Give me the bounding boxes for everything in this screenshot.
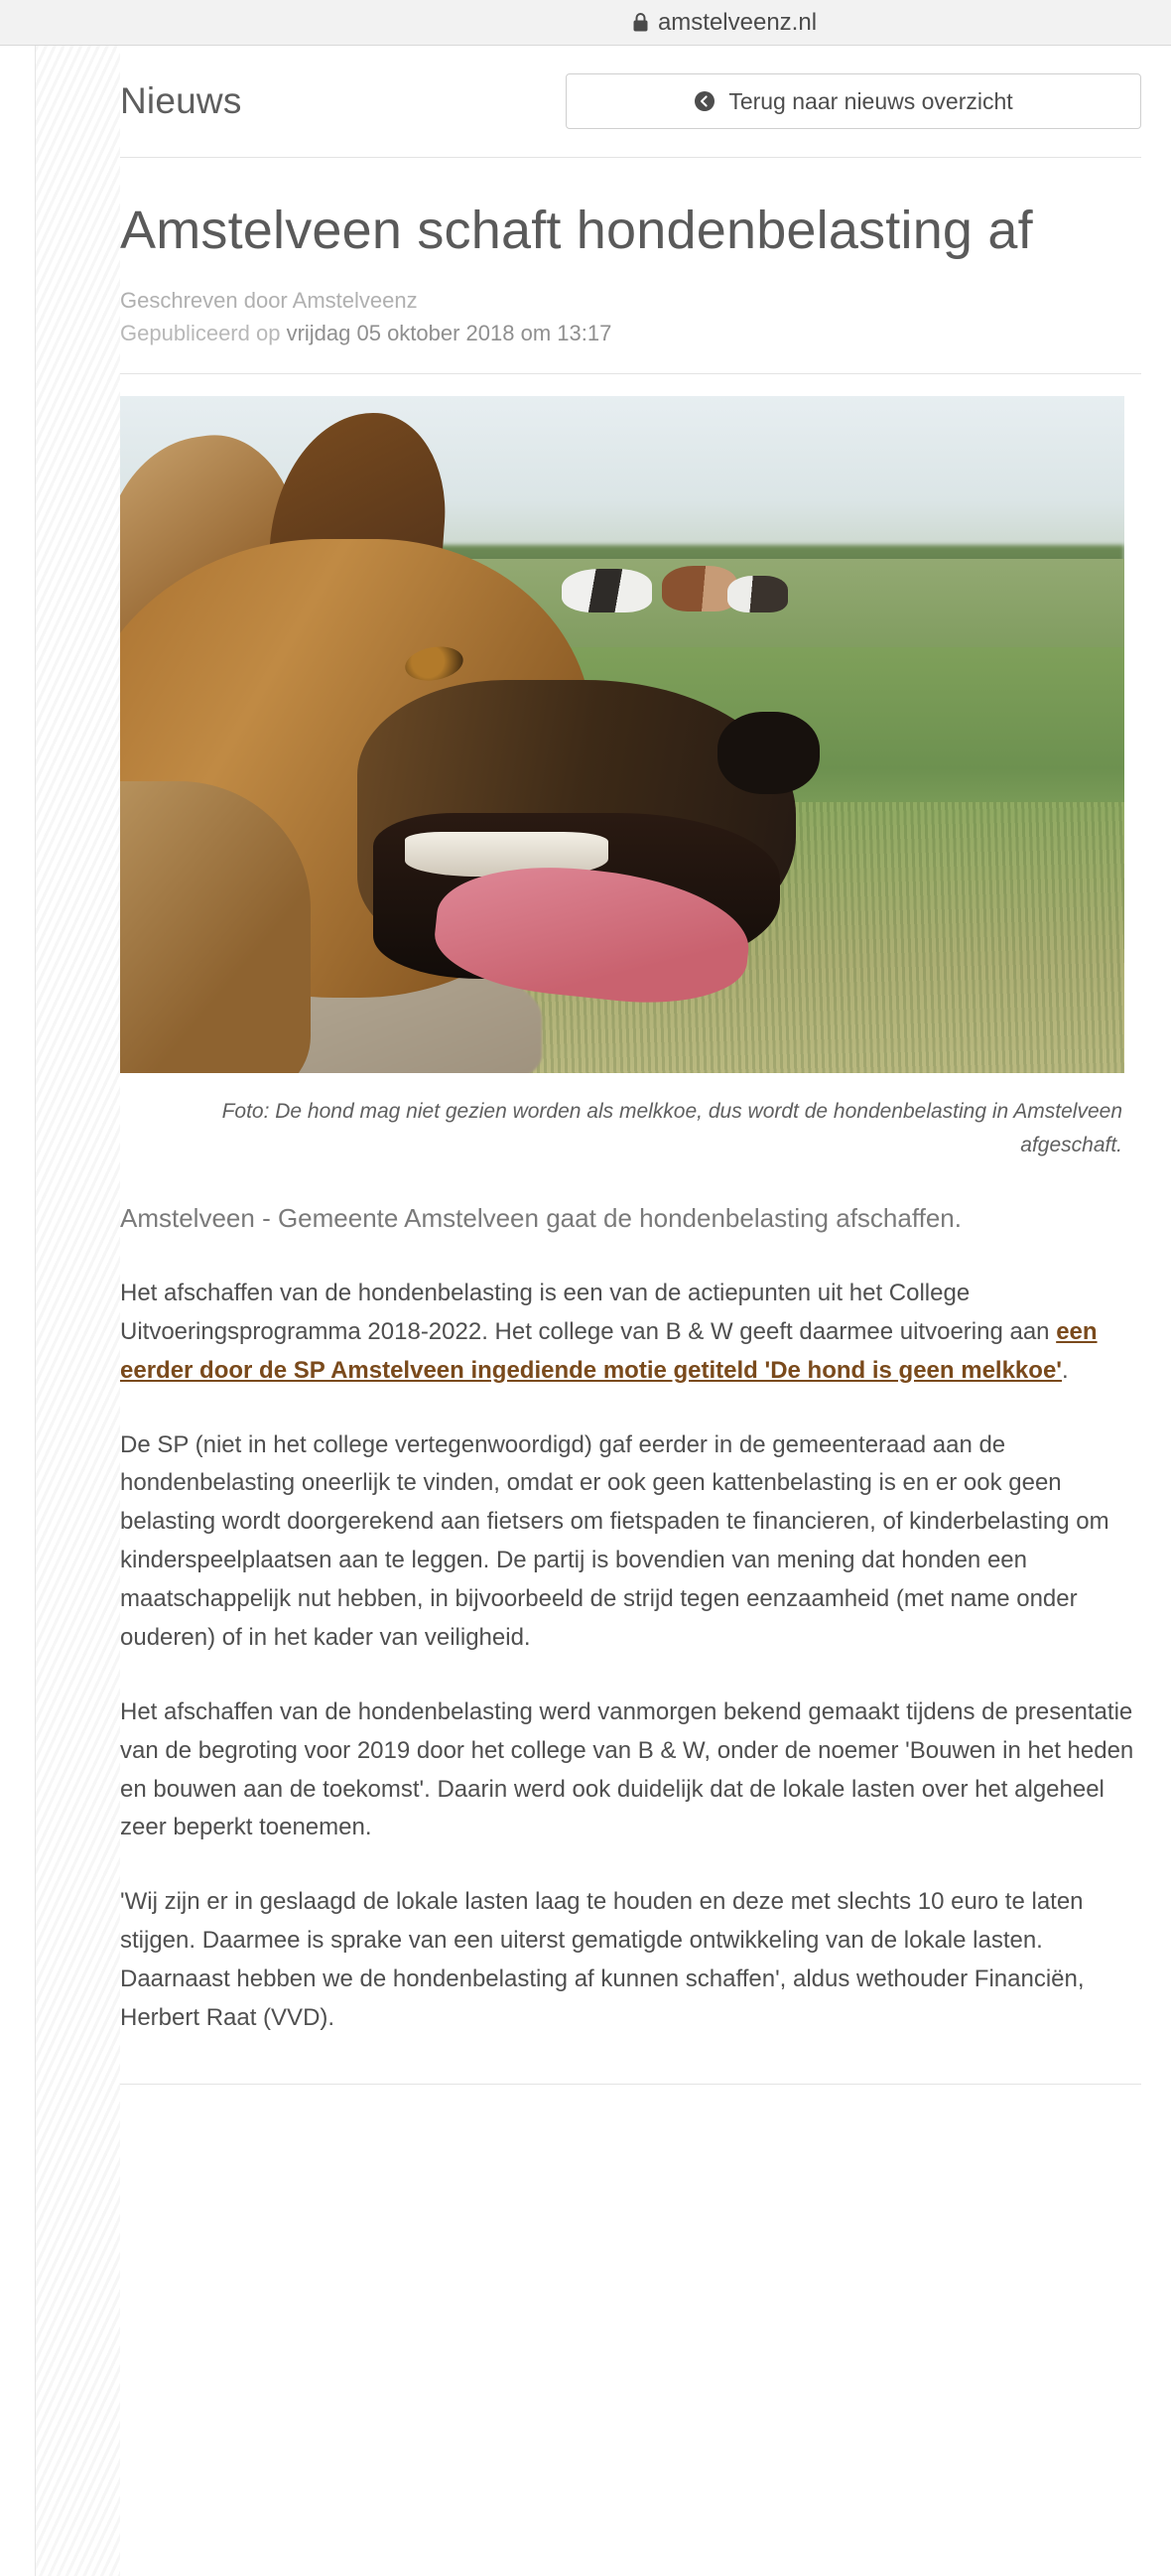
article-paragraph-4: 'Wij zijn er in geslaagd de lokale lasten laag te houden en deze met slechts 10 euro te laten stijgen. Daarmee is sprake van een uiterst gematigde ontwikkeling van de lokale lasten. Daarnaast hebben we de hondenbelasting af kunnen schaffen', aldus wethouder Financiën, Herbert Raat (VVD). — [120, 1888, 1085, 2031]
published-label: Gepubliceerd op — [120, 321, 287, 346]
back-to-news-overview-button[interactable] — [566, 73, 1141, 129]
page-title: Nieuws — [120, 80, 242, 121]
page-left-pattern — [36, 46, 120, 2576]
page-left-border — [0, 46, 36, 2576]
article-divider — [120, 373, 1141, 374]
article-figure — [120, 396, 1124, 1161]
article-published — [120, 317, 1141, 349]
page-header — [120, 46, 1141, 129]
back-button-label: Terug naar nieuws overzicht — [728, 87, 1013, 114]
arrow-left-circle-icon — [694, 90, 716, 112]
photo-dog-nose — [717, 712, 820, 794]
sp-motie-link[interactable]: een eerder door de SP Amstelveen ingediende motie getiteld 'De hond is geen melkkoe' — [120, 1317, 1098, 1384]
photo-caption: Foto: De hond mag niet gezien worden als melkkoe, dus wordt de hondenbelasting in Amstelveen afgeschaft. — [221, 1100, 1122, 1156]
article-paragraph-2: De SP (niet in het college vertegenwoordigd) gaf eerder in de gemeenteraad aan de hondenbelasting oneerlijk te vinden, omdat er ook geen kattenbelasting is en er ook geen belasting wordt doorgerekend aan fietsers om fietspaden te financieren, of kinderbelasting om kinderspeelplaatsen aan te leggen. De partij is bovendien van mening dat honden een maatschappelijk nut hebben, in bijvoorbeeld de strijd tegen eenzaamheid (met name onder ouderen) of in het kader van veiligheid. — [120, 1430, 1109, 1651]
article-paragraph-3: Het afschaffen van de hondenbelasting werd vanmorgen bekend gemaakt tijdens de presentatie van de begroting voor 2019 door het college van B & W, onder de noemer 'Bouwen in het heden en bouwen aan de toekomst'. Daarin werd ook duidelijk dat de lokale lasten over het algeheel zeer beperkt toenemen. — [120, 1697, 1134, 1841]
page-content — [120, 46, 1171, 2085]
paragraph-1-text-after-link: . — [1062, 1356, 1069, 1384]
article-lead: Amstelveen - Gemeente Amstelveen gaat de hondenbelasting afschaffen. — [120, 1203, 962, 1234]
photo-dog — [120, 451, 844, 1073]
lock-icon — [632, 12, 649, 33]
article-bottom-divider — [120, 2084, 1141, 2085]
page-body — [0, 46, 1171, 2576]
published-value: vrijdag 05 oktober 2018 om 13:17 — [286, 321, 612, 346]
news-article — [120, 158, 1141, 2085]
url-text: amstelveenz.nl — [657, 8, 818, 36]
article-author: Geschreven door Amstelveenz — [120, 288, 418, 314]
article-title: Amstelveen schaft hondenbelasting af — [120, 201, 1033, 260]
url-display[interactable] — [632, 9, 817, 37]
article-photo — [120, 396, 1124, 1073]
article-paragraph-1 — [120, 1275, 1141, 1391]
paragraph-1-text-before-link: Het afschaffen van de hondenbelasting is een van de actiepunten uit het College Uitvoeringsprogramma 2018-2022. Het college van B & W geeft daarmee uitvoering aan — [120, 1279, 1057, 1345]
article-byline — [120, 284, 1141, 349]
browser-address-bar[interactable] — [0, 0, 1171, 46]
